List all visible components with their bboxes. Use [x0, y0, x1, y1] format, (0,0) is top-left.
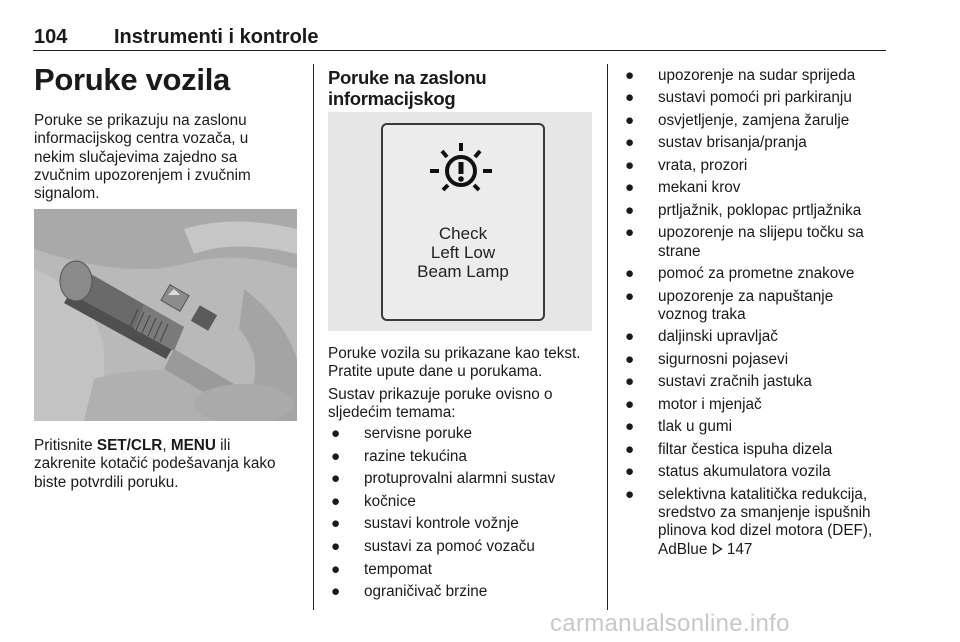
list-item [622, 486, 887, 559]
list-item-text: status akumulatora vozila [658, 463, 831, 481]
bullet-icon: ● [331, 447, 341, 465]
list-item [622, 134, 887, 152]
list-item [622, 396, 887, 414]
list-item-text: protuprovalni alarmni sustav [364, 470, 556, 488]
list-item-text: upozorenje na sudar sprijeda [658, 67, 856, 84]
list-item [622, 179, 887, 197]
exterior-light-warning-icon [421, 139, 501, 199]
topics-list-middle [328, 425, 603, 601]
intro-line: Poruke se prikazuju na zaslonu [34, 112, 247, 129]
intro-line: informacijskog centra vozača, u [34, 130, 249, 148]
list-item [328, 583, 603, 601]
list-item [328, 561, 603, 579]
display-message-line: Check [438, 224, 488, 243]
list-item [622, 202, 887, 220]
instruction-line: zakrenite kotačić podešavanja kako [34, 455, 276, 473]
paragraph-topics-intro [328, 386, 603, 423]
heading-line: Poruke na zaslonu informacijskog [328, 67, 487, 109]
column-divider-right [607, 64, 608, 610]
paragraph-line: Pratite upute dane u porukama. [328, 363, 543, 381]
list-item [328, 538, 603, 556]
bullet-icon: ● [625, 373, 635, 391]
list-item-text: plinova kod dizel motora (DEF), [658, 522, 873, 540]
list-item-text [658, 541, 887, 559]
instruction-line [34, 437, 309, 455]
bullet-icon: ● [331, 560, 341, 578]
list-item [622, 224, 887, 261]
list-item [622, 328, 887, 346]
list-item-text: filtar čestica ispuha dizela [658, 440, 833, 458]
paragraph-messages-text [328, 345, 603, 382]
list-item [622, 112, 887, 130]
bullet-icon: ● [625, 440, 635, 458]
instruction-text: ili [215, 437, 231, 454]
list-item [622, 288, 887, 325]
paragraph-line: Poruke vozila su prikazane kao tekst. [328, 345, 581, 362]
list-item-text: razine tekućina [364, 447, 467, 465]
bullet-icon: ● [625, 224, 635, 242]
list-item [622, 441, 887, 459]
list-item-text: tempomat [364, 560, 433, 578]
bullet-icon: ● [625, 134, 635, 152]
list-item-text: ograničivač brzine [364, 583, 488, 601]
bullet-icon: ● [625, 111, 635, 129]
bullet-icon: ● [331, 470, 341, 488]
list-item-text: sustavi pomoći pri parkiranju [658, 89, 852, 107]
list-item-text: vrata, prozori [658, 156, 748, 174]
list-item [328, 515, 603, 533]
list-item [622, 418, 887, 436]
bullet-icon: ● [625, 67, 635, 84]
list-item-text: sustav brisanja/pranja [658, 134, 807, 152]
list-item-text: sigurnosni pojasevi [658, 350, 789, 368]
list-item-text: sustavi zračnih jastuka [658, 373, 812, 391]
bullet-icon: ● [625, 395, 635, 413]
bullet-icon: ● [625, 89, 635, 107]
list-item [328, 425, 603, 443]
list-item-text: daljinski upravljač [658, 328, 778, 346]
list-item-text: prtljažnik, poklopac prtljažnika [658, 201, 862, 219]
bullet-icon: ● [625, 179, 635, 197]
menu-label: MENU [170, 437, 216, 454]
instruction-paragraph [34, 437, 309, 492]
list-item-text: selektivna katalitička redukcija, [658, 485, 868, 503]
bullet-icon: ● [331, 492, 341, 510]
list-item [328, 448, 603, 466]
bullet-icon: ● [625, 156, 635, 174]
list-item-text: sustavi za pomoć vozaču [364, 537, 535, 555]
list-item-text: servisne poruke [364, 425, 472, 442]
list-item-text: upozorenje na slijepu točku sa [658, 224, 864, 242]
list-item-text: upozorenje za napuštanje [658, 287, 834, 305]
turn-signal-lever-illustration [34, 209, 297, 421]
topics-list-right [622, 67, 887, 559]
bullet-icon: ● [625, 265, 635, 283]
adblue-text: AdBlue [658, 540, 708, 558]
bullet-icon: ● [331, 515, 341, 533]
list-item [622, 373, 887, 391]
bullet-icon: ● [331, 425, 341, 442]
list-item-text: voznog traka [658, 305, 746, 323]
list-item [328, 493, 603, 511]
list-item [622, 157, 887, 175]
section-heading: Poruke vozila [34, 62, 230, 97]
section-title: Instrumenti i kontrole [114, 26, 319, 48]
list-item-text: pomoć za prometne znakove [658, 265, 855, 283]
arrow-reference-icon [712, 543, 723, 555]
list-item [622, 351, 887, 369]
stalk-photo [34, 209, 297, 421]
page-reference-link[interactable]: 147 [726, 540, 753, 558]
header-rule [33, 50, 886, 51]
bullet-icon: ● [625, 350, 635, 368]
list-item-text: kočnice [364, 492, 416, 510]
list-item [622, 265, 887, 283]
bullet-icon: ● [625, 328, 635, 346]
paragraph-line: Sustav prikazuje poruke ovisno o [328, 386, 553, 403]
list-item-text: osvjetljenje, zamjena žarulje [658, 111, 850, 129]
intro-line: nekim slučajevima zajedno sa [34, 148, 238, 166]
list-item [622, 67, 887, 85]
bullet-icon: ● [625, 287, 635, 305]
intro-line: zvučnim upozorenjem i zvučnim [34, 166, 251, 184]
bullet-icon: ● [625, 463, 635, 481]
list-item-text: sustavi kontrole vožnje [364, 515, 519, 533]
bullet-icon: ● [625, 418, 635, 436]
display-message-line: Beam Lamp [417, 262, 509, 281]
watermark: carmanualsonline.info [550, 610, 790, 637]
list-item-text: sredstvo za smanjenje ispušnih [658, 504, 871, 522]
list-item [328, 470, 603, 488]
list-item [622, 463, 887, 481]
list-item-text: strane [658, 242, 701, 260]
display-message-text [381, 224, 545, 281]
intro-paragraph [34, 112, 304, 203]
bullet-icon: ● [331, 583, 341, 601]
set-clr-label: SET/CLR [96, 437, 163, 454]
column-divider-left [313, 64, 314, 610]
list-item-text: motor i mjenjač [658, 395, 762, 413]
list-item [622, 89, 887, 107]
bullet-icon: ● [331, 537, 341, 555]
list-item-text: tlak u gumi [658, 418, 732, 436]
instruction-line: biste potvrdili poruku. [34, 473, 179, 491]
page-number: 104 [34, 26, 68, 48]
bullet-icon: ● [625, 201, 635, 219]
instruction-text: Pritisnite [34, 437, 97, 454]
display-message-line: Left Low [430, 243, 496, 262]
intro-line: signalom. [34, 185, 100, 203]
list-item-text: mekani krov [658, 179, 741, 197]
bullet-icon: ● [625, 485, 635, 503]
paragraph-line: sljedećim temama: [328, 404, 456, 422]
instruction-text: , [162, 437, 171, 454]
